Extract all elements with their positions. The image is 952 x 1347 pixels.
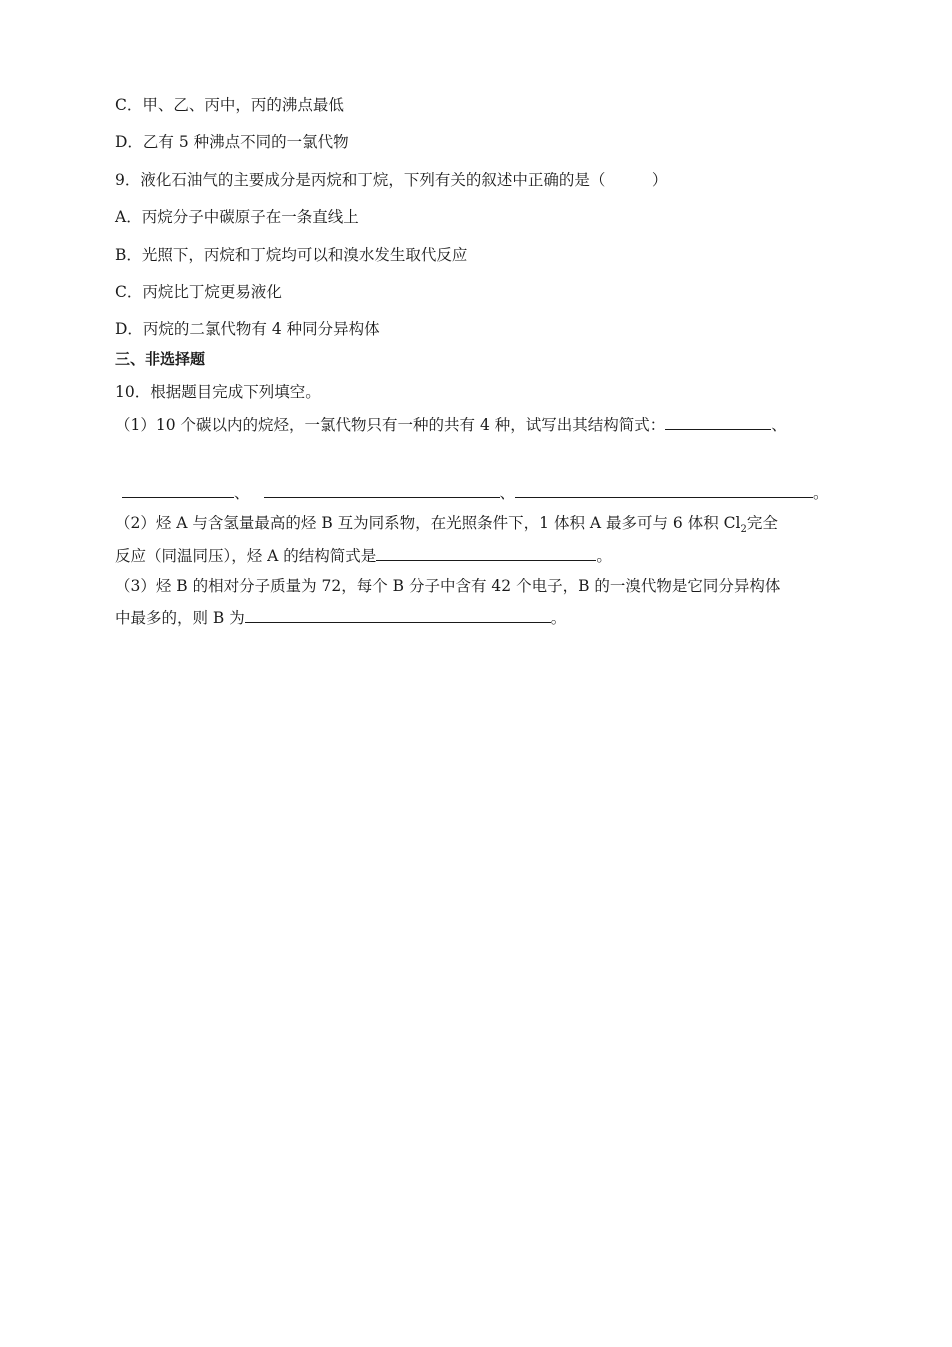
q9-option-b: B．光照下，丙烷和丁烷均可以和溴水发生取代反应 bbox=[115, 246, 468, 264]
separator: 、 bbox=[234, 484, 250, 502]
q10-part2-line1 bbox=[115, 513, 778, 536]
separator: 、 bbox=[771, 416, 787, 434]
q10-part2-text-c: 反应（同温同压），烃 A 的结构简式是 bbox=[115, 547, 377, 565]
q9-option-c: C．丙烷比丁烷更易液化 bbox=[115, 283, 282, 301]
q10-part1-text: （1）10 个碳以内的烷烃，一氯代物只有一种的共有 4 种，试写出其结构简式： bbox=[115, 416, 666, 434]
answer-blank-1c[interactable] bbox=[264, 482, 500, 498]
q9-option-a: A．丙烷分子中碳原子在一条直线上 bbox=[115, 208, 359, 226]
answer-blank-1d[interactable] bbox=[515, 482, 813, 498]
q10-part3-line2 bbox=[115, 607, 566, 628]
q8-option-c: C．甲、乙、丙中，丙的沸点最低 bbox=[115, 96, 344, 114]
separator: 、 bbox=[499, 484, 516, 502]
period: 。 bbox=[596, 547, 612, 565]
q10-part3-text: 中最多的，则 B 为 bbox=[115, 609, 245, 627]
answer-blank-1a[interactable] bbox=[665, 414, 771, 430]
q10-part2-text-a: （2）烃 A 与含氢量最高的烃 B 互为同系物，在光照条件下，1 体积 A 最多可与 6 体积 Cl bbox=[115, 514, 741, 532]
q10-part2-line2 bbox=[115, 545, 612, 566]
answer-blank-3[interactable] bbox=[245, 607, 551, 623]
q10-part3-line1: （3）烃 B 的相对分子质量为 72，每个 B 分子中含有 42 个电子，B 的一溴代物是它同分异构体 bbox=[115, 577, 781, 595]
chlorine-subscript: 2 bbox=[740, 524, 747, 536]
section-title: 三、非选择题 bbox=[115, 350, 206, 368]
q10-stem: 10．根据题目完成下列填空。 bbox=[115, 383, 321, 401]
answer-blank-1b[interactable] bbox=[122, 482, 234, 498]
q8-option-d: D．乙有 5 种沸点不同的一氯代物 bbox=[115, 133, 349, 151]
answer-blank-2[interactable] bbox=[376, 545, 596, 561]
period: 。 bbox=[550, 609, 567, 627]
q10-part2-text-b: 完全 bbox=[746, 514, 778, 532]
q9-option-d: D．丙烷的二氯代物有 4 种同分异构体 bbox=[115, 320, 380, 338]
q10-part1 bbox=[115, 414, 787, 435]
period: 。 bbox=[813, 484, 829, 502]
q9-stem: 9．液化石油气的主要成分是丙烷和丁烷，下列有关的叙述中正确的是（ ） bbox=[115, 171, 668, 189]
q10-part1-answers bbox=[122, 482, 829, 503]
